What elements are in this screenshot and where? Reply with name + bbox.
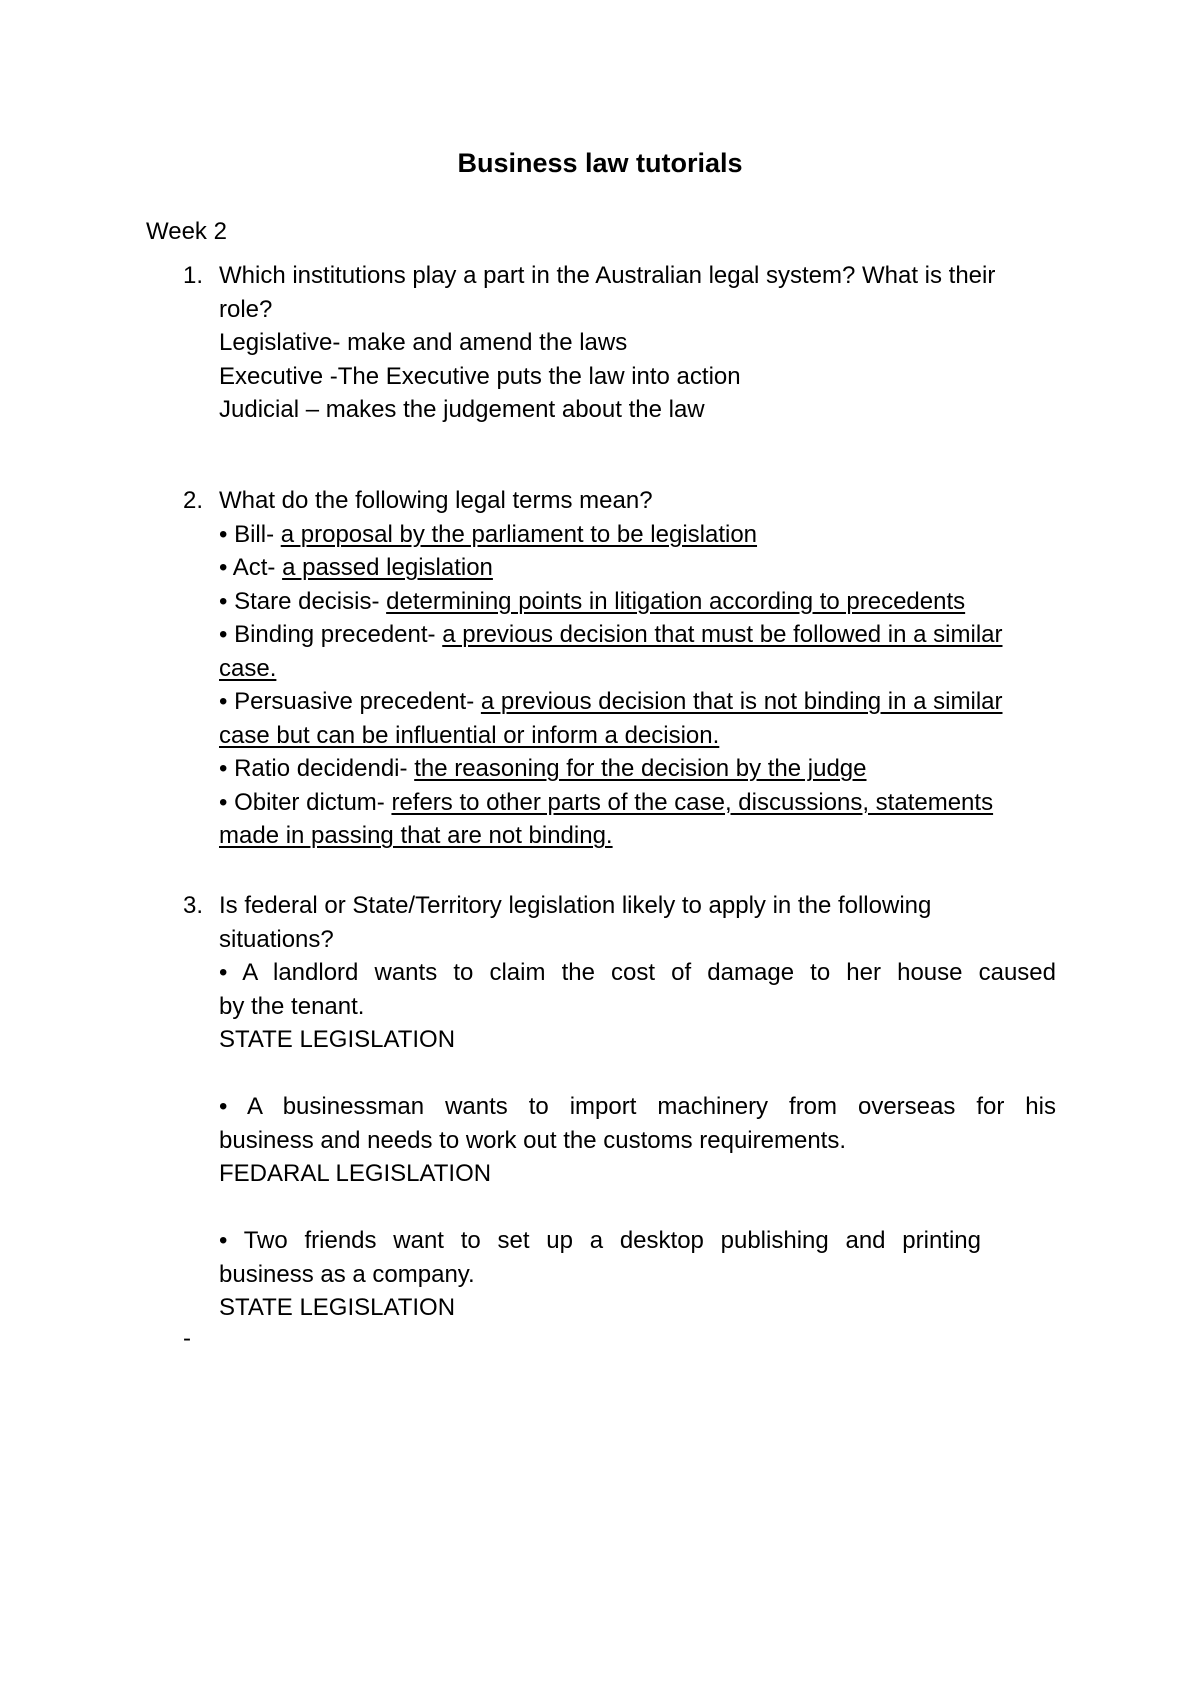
situation-text: • Two friends want to set up a desktop publishing and printing <box>219 1227 981 1254</box>
trailing-dash: - <box>183 1325 191 1352</box>
answer-line: Judicial – makes the judgement about the law <box>219 396 705 423</box>
question-3 <box>146 889 1056 1325</box>
term-item-ratio-decidendi <box>219 752 1046 786</box>
term-definition: a previous decision that is not binding in a similar <box>480 688 1003 715</box>
term-definition: the reasoning for the decision by the judge <box>414 755 867 782</box>
term-definition-continued <box>219 652 1046 686</box>
question-text: Which institutions play a part in the Australian legal system? What is their <box>219 262 996 289</box>
term-definition: made in passing that are not binding. <box>219 822 613 849</box>
spacer <box>219 1057 1056 1091</box>
question-number: 2. <box>183 487 204 514</box>
question-text: role? <box>219 295 273 323</box>
term-definition: a passed legislation <box>282 554 493 581</box>
situation-text: • A businessman wants to import machinery from overseas for his <box>219 1093 1056 1120</box>
question-number: 1. <box>183 262 204 289</box>
term-item-persuasive-precedent <box>219 685 1046 719</box>
document-title: Business law tutorials <box>457 148 743 178</box>
term-item-act <box>219 551 1046 585</box>
term-definition: case but can be influential or inform a decision. <box>219 721 720 749</box>
term-label: • Ratio decidendi- <box>219 755 415 782</box>
term-item-obiter-dictum <box>219 786 1046 820</box>
term-label: • Stare decisis- <box>219 587 387 615</box>
term-label: • Binding precedent- <box>219 621 443 648</box>
situation-answer: FEDARAL LEGISLATION <box>219 1160 492 1187</box>
question-text: What do the following legal terms mean? <box>219 487 653 514</box>
situation-answer: STATE LEGISLATION <box>219 1026 456 1053</box>
term-definition: a proposal by the parliament to be legislation <box>280 520 758 548</box>
question-1 <box>146 259 1046 427</box>
term-item-bill <box>219 518 1046 552</box>
term-definition: determining points in litigation according to precedents <box>386 587 966 615</box>
question-text: situations? <box>219 925 334 953</box>
answer-line: Legislative- make and amend the laws <box>219 329 628 356</box>
situation-answer: STATE LEGISLATION <box>219 1294 456 1321</box>
term-item-stare-decisis <box>219 585 1046 619</box>
term-label: • Act- <box>219 554 283 581</box>
term-label: • Bill- <box>219 520 281 548</box>
term-definition: a previous decision that must be followed in a similar <box>442 621 1003 648</box>
question-text: Is federal or State/Territory legislation likely to apply in the following <box>219 892 932 919</box>
situation-text: business as a company. <box>219 1260 475 1288</box>
term-label: • Obiter dictum- <box>219 788 392 816</box>
situation-text: by the tenant. <box>219 992 365 1020</box>
question-2 <box>146 484 1046 853</box>
term-definition: refers to other parts of the case, discussions, statements <box>391 788 994 816</box>
situation-text: business and needs to work out the customs requirements. <box>219 1126 846 1154</box>
question-number: 3. <box>183 892 204 919</box>
term-definition-continued <box>219 719 1046 753</box>
term-item-binding-precedent <box>219 618 1046 652</box>
answer-line: Executive -The Executive puts the law into action <box>219 362 741 390</box>
spacer <box>219 1191 1056 1225</box>
term-definition-continued <box>219 819 1046 853</box>
term-definition: case. <box>219 654 277 682</box>
term-label: • Persuasive precedent- <box>219 688 481 715</box>
week-heading: Week 2 <box>146 218 227 245</box>
situation-text: • A landlord wants to claim the cost of damage to her house caused <box>219 959 1056 986</box>
